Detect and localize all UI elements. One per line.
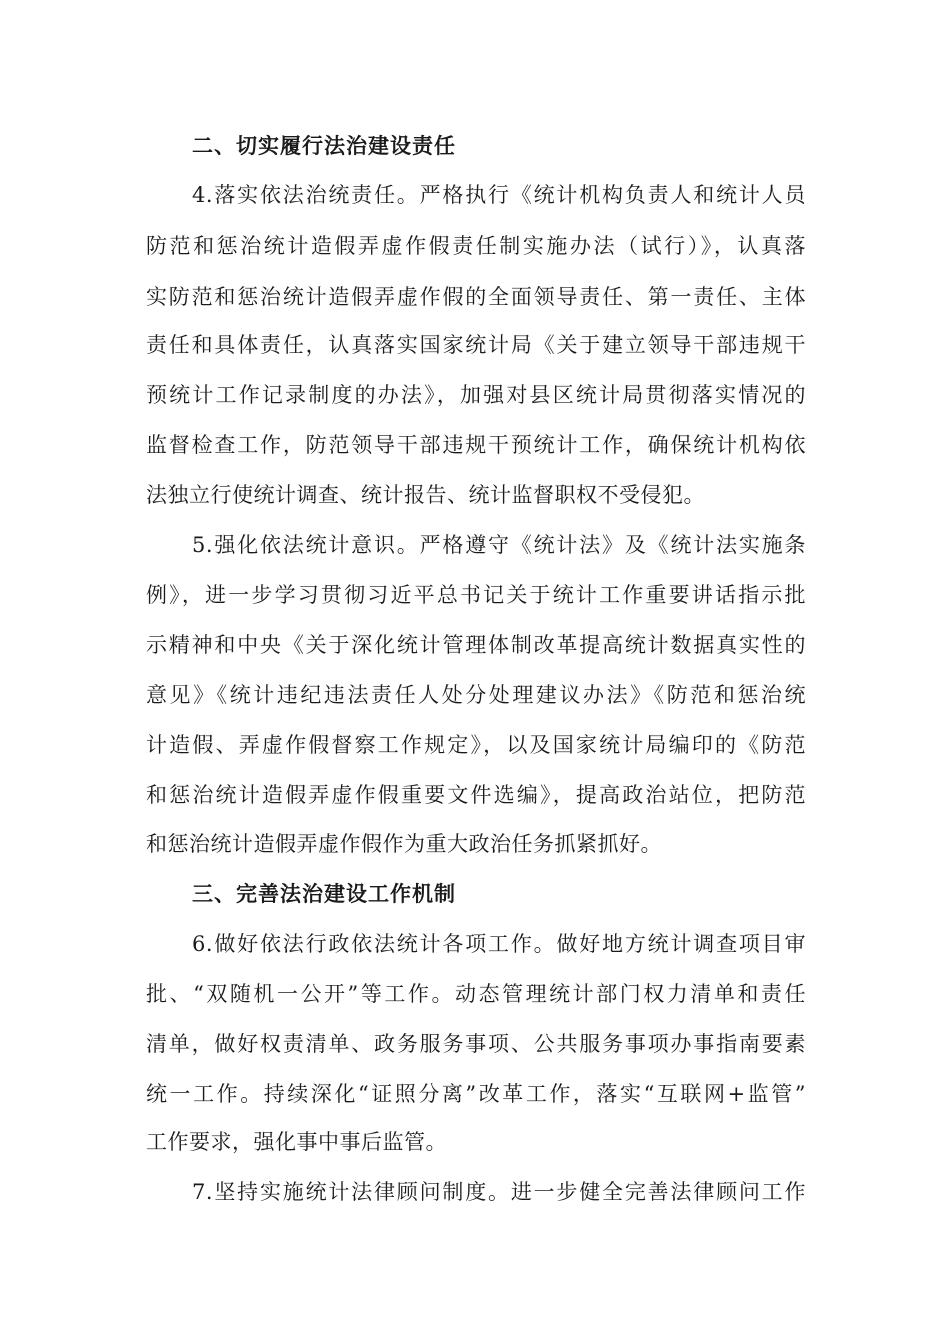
paragraph-5-line-1: 5.强化依法统计意识。严格遵守《统计法》及《统计法实施条: [192, 533, 806, 557]
paragraph-5-line-6: 和惩治统计造假弄虚作假重要文件选编》，提高政治站位，把防范: [146, 783, 806, 807]
paragraph-4-line-1: 4.落实依法治统责任。严格执行《统计机构负责人和统计人员: [192, 183, 806, 207]
paragraph-6-line-5: 工作要求，强化事中事后监管。: [146, 1130, 447, 1154]
paragraph-5-line-3: 示精神和中央《关于深化统计管理体制改革提高统计数据真实性的: [146, 633, 806, 657]
paragraph-6-line-1: 6.做好依法行政依法统计各项工作。做好地方统计调查项目审: [192, 932, 806, 956]
section-heading-3: 三、完善法治建设工作机制: [192, 882, 456, 906]
paragraph-4-line-5: 预统计工作记录制度的办法》，加强对县区统计局贯彻落实情况的: [146, 383, 806, 407]
paragraph-6-line-3: 清单，做好权责清单、政务服务事项、公共服务事项办事指南要素: [146, 1032, 806, 1056]
section-heading-2: 二、切实履行法治建设责任: [192, 134, 456, 158]
paragraph-5-line-2: 例》，进一步学习贯彻习近平总书记关于统计工作重要讲话指示批: [146, 583, 806, 607]
paragraph-4-line-7: 法独立行使统计调查、统计报告、统计监督职权不受侵犯。: [146, 483, 705, 507]
paragraph-5-line-7: 和惩治统计造假弄虚作假作为重大政治任务抓紧抓好。: [146, 832, 662, 856]
paragraph-4-line-2: 防范和惩治统计造假弄虚作假责任制实施办法（试行）》，认真落: [146, 234, 806, 258]
paragraph-6-line-2: 批、“双随机一公开”等工作。动态管理统计部门权力清单和责任: [146, 982, 806, 1006]
paragraph-7-line-1: 7.坚持实施统计法律顾问制度。进一步健全完善法律顾问工作: [192, 1180, 806, 1204]
paragraph-5-line-4: 意见》《统计违纪违法责任人处分处理建议办法》《防范和惩治统: [146, 683, 806, 707]
paragraph-4-line-6: 监督检查工作，防范领导干部违规干预统计工作，确保统计机构依: [146, 433, 806, 457]
paragraph-6-line-4: 统一工作。持续深化“证照分离”改革工作，落实“互联网+监管”: [146, 1082, 806, 1106]
paragraph-4-line-4: 责任和具体责任，认真落实国家统计局《关于建立领导干部违规干: [146, 333, 806, 357]
paragraph-5-line-5: 计造假、弄虚作假督察工作规定》，以及国家统计局编印的《防范: [146, 733, 806, 757]
paragraph-4-line-3: 实防范和惩治统计造假弄虚作假的全面领导责任、第一责任、主体: [146, 285, 806, 309]
